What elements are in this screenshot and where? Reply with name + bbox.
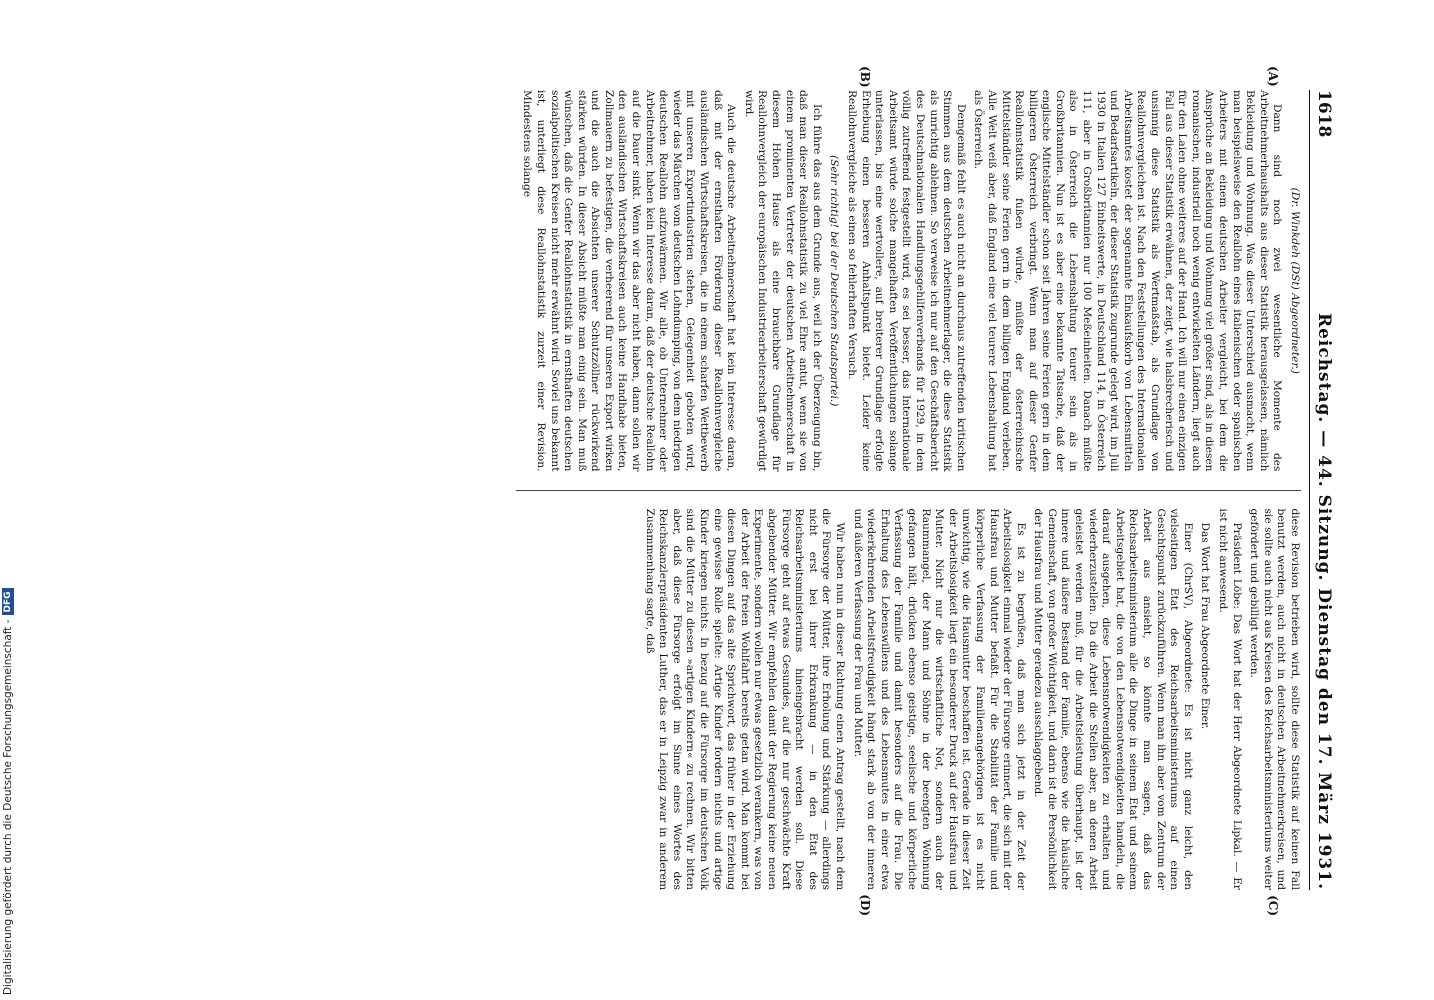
text-columns <box>516 66 1301 916</box>
paragraph: Es ist zu begrüßen, daß man sich jetzt in der Zeit der Arbeitslosigkeit einmal wieder der Fürsorge erinnert, die sich mit der Hausfrau und Mutter befaßt. Für die Stabilität der Familie und körperliche Verfassung der Familienangehörigen ist es nicht unwichtig, wie die Hausmutter beschaffen ist. Gerade in dieser Zeit der Arbeitslosigkeit liegt ein besonderer Druck auf der Hausfrau und Mutter. Nicht nur die wirtschaftliche Not, sondern auch der Raummangel, der Mann und Söhne in der beengten Wohnung gefangen hält, drücken ebenso geistige, seelische und körperliche Verfassung der Familie und damit besonders auf die Frau. Die Erhaltung des Lebenswillens und des Lebensmutes in einer etwa wiederkehrenden Arbeitsfreudigkeit hängt stark ab von der inneren und äußeren Verfassung der Frau und Mutter. <box>851 508 1027 890</box>
paragraph: Ich führe das aus dem Grunde aus, weil ich der Überzeugung bin, daß man dieser Reallohnstatistik zu viel Ehre antut, wenn sie von einem prominenten Vertreter der deutschen Arbeitnehmerschaft in diesem Hohen Hause als eine brauchbare Grundlage für Reallohnvergleich der europäischen Industriearbeiterschaft gewürdigt wird. <box>742 90 823 472</box>
president-remark: Präsident Löbe: Das Wort hat der Herr Abgeordnete Lipkal. — Er ist nicht anwesend. <box>1217 508 1243 890</box>
dfg-logo-icon: DFG <box>2 588 14 615</box>
margin-marker-a: (A) <box>1266 66 1280 87</box>
paragraph: Auch die deutsche Arbeitnehmerschaft hat kein Interesse daran, daß mit der ernsthaften Förderung dieser Reallohnvergleiche ausländischen Wirtschaftskreisen, die in einem scharfen Wettbewerb mit unseren Exportindustrien stehen, Gelegenheit geboten wird, wieder das Märchen vom deutschen Lohndumping, von dem niedrigen deutschen Reallohn aufzuwärmen. Wir alle, ob Unternehmer oder Arbeitnehmer, haben kein Interesse daran, daß der deutsche Reallohn auf die Dauer sinkt. Wenn wir das aber nicht haben, dann sollen wir den ausländischen Wirtschaftskreisen auch keine Handhabe bieten, Zollmauern zu befestigen, die verheerend für unseren Export wirken und die auch die Absichten unserer Schutzzöllner rückwirkend stärken würden. In dieser Absicht müßte man einig sein. Man muß wünschen, daß die Genfer Reallohnstatistik in ernsthaften deutschen sozialpolitischen Kreisen nicht mehr erwähnt wird. Soviel uns bekannt ist, unterliegt diese Reallohnstatistik zurzeit einer Revision. Mindestens solange <box>521 90 738 472</box>
margin-marker-b: (B) <box>858 66 872 88</box>
interjection: (Sehr richtig! bei der Deutschen Staatspartei.) <box>828 155 841 407</box>
paragraph: diese Revision betrieben wird, sollte diese Statistik auf keinen Fall benutzt werden, auch nicht in deutschen Arbeitnehmerkreisen, und sie sollte auch nicht aus Kreisen des Reichsarbeitsministeriums weiter gefördert und gebilligt werden. <box>1248 508 1301 890</box>
document-page <box>140 66 1340 916</box>
right-column <box>516 508 1301 916</box>
paragraph: Wir haben nun in dieser Richtung einen Antrag gestellt, nach dem die Fürsorge der Mütter, ihre Erholung und Stärkung — allerdings nicht erst bei ihrer Erkrankung — in den Etat des Reichsarbeitsministeriums hineingebracht werden soll. Diese Fürsorge geht auf etwas Gesundes, auf die nur geschwächte Kraft abgebender Mütter. Wir empfehlen damit der Regierung keine neuen Experimente, sondern wollen nur etwas gesetzlich verankern, was von der Arbeit der freien Wohlfahrt bereits getan wird. Man kommt bei diesen Dingen auf das alte Sprichwort, das früher in der Erziehung eine gewisse Rolle spielte: Artige Kinder fordern nichts und artige Kinder kriegen nichts. In bezug auf die Fürsorge im deutschen Volk sind die Mütter zu diesen »artigen Kindern« zu rechnen. Wir bitten aber, daß diese Fürsorge erfolgt im Sinne eines Wortes des Reichskanzlerpräsidenten Luther, das er in Leipzig zwar in anderem Zusammenhang sagte, daß <box>643 508 846 890</box>
credit-text: Digitalisierung gefördert durch die Deutsche Forschungsgemeinschaft - <box>2 619 14 995</box>
paragraph: Demgemäß fehlt es auch nicht an durchaus zutreffenden kritischen Stimmen aus dem deutschen Arbeitnehmerlager, die diese Statistik als unrichtig ablehnen. So verweise ich nur auf den Geschäftsbericht des Deutschnationalen Handlungsgehilfenverbands für 1929, in dem völlig zutreffend festgestellt wird, es sei besser, das Internationale Arbeitsamt würde solche mangelhaften Veröffentlichungen solange unterlassen, bis eine wertvollere, auf breiterer Grundlage erfolgte Erhebung einen besseren Anhaltspunkt bietet. Leider keine Reallohnvergleiche als einen so fehlerhaften Versuch. <box>846 90 967 472</box>
speaker-line: (Dr. Winkdeh (DSt) Abgeordneter.) <box>1289 187 1301 374</box>
left-column <box>516 66 1301 472</box>
paragraph: Einer (ChrSV), Abgeordnete: Es ist nicht ganz leicht, den vielseitigen Etat des Reichsarbeitsministeriums auf einen Gesichtspunkt zurückzuführen. Wenn man ihn aber vom Zentrum der Arbeit aus ansieht, so könnte man sagen, daß das Reichsarbeitsministerium alle die Dinge in seinem Etat und seinem Arbeitsgebiet hat, die von den Lebensnotwendigkeiten handeln, die darauf ausgehen, diese Lebensnotwendigkeiten zu erhalten und wiederherzustellen. Da die Arbeit die Stellen aber, an denen Arbeit geleistet werden muß, für die Arbeitsleistung überhaupt, ist der innere und äußere Bestand der Familie, ebenso wie die häusliche Gemeinschaft, von großer Wichtigkeit, und darin ist die Persönlichkeit der Hausfrau und Mutter geradezu ausschlaggebend. <box>1032 508 1194 890</box>
page-title: Reichstag. — 44. Sitzung. Dienstag den 17. März 1931. <box>1314 312 1334 890</box>
president-remark: Das Wort hat Frau Abgeordnete Einer. <box>1199 522 1212 730</box>
page-header <box>1309 90 1334 890</box>
page-number: 1618 <box>1314 90 1334 138</box>
margin-marker-d: (D) <box>858 894 872 916</box>
digitization-credit <box>2 588 14 995</box>
column-divider <box>516 490 1301 491</box>
paragraph: Dann sind noch zwei wesentliche Momente des Arbeitnehmerhaushalts aus dieser Statistik herausgelassen, nämlich Bekleidung und Wohnung. Was dieser Unterschied ausmacht, wenn man beispielsweise den Reallohn eines italienischen oder spanischen Arbeiters mit einem deutschen Arbeiter vergleicht, bei dem die Ansprüche an Bekleidung und Wohnung viel größer sind, als in diesen romanischen, industriell noch wenig entwickelten Ländern, liegt auch für den Laien ohne weiteres auf der Hand. Ich will nur einen einzigen Fall aus dieser Statistik erwähnen, der zeigt, wie halsbrecherisch und unsinnig diese Statistik als Wertmaßstab, als Grundlage von Reallohnvergleichen ist. Nach den Feststellungen des Internationalen Arbeitsamtes kostet der sogenannte Einkaufskorb von Lebensmitteln und Bedarfsartikeln, der dieser Statistik zugrunde gelegt wird, im Juli 1930 in Italien 127 Einheitswerte, in Deutschland 114, in Österreich 111, aber in Großbritannien nur 100 Meßeinheiten. Danach müßte also in Österreich die Lebenshaltung teurer sein als in Großbritannien. Nun ist es aber eine bekannte Tatsache, daß der englische Mittelständler schon seit Jahren seine Ferien gern in dem billigeren Österreich verbringt. Wenn man auf dieser Genfer Reallohnstatistik fußen würde, müßte der österreichische Mittelständler seine Ferien gern in dem billigen England verleben. Alle Welt weiß aber, daß England eine viel teurere Lebenshaltung hat als Österreich. <box>972 90 1284 472</box>
margin-marker-c: (C) <box>1266 895 1280 916</box>
